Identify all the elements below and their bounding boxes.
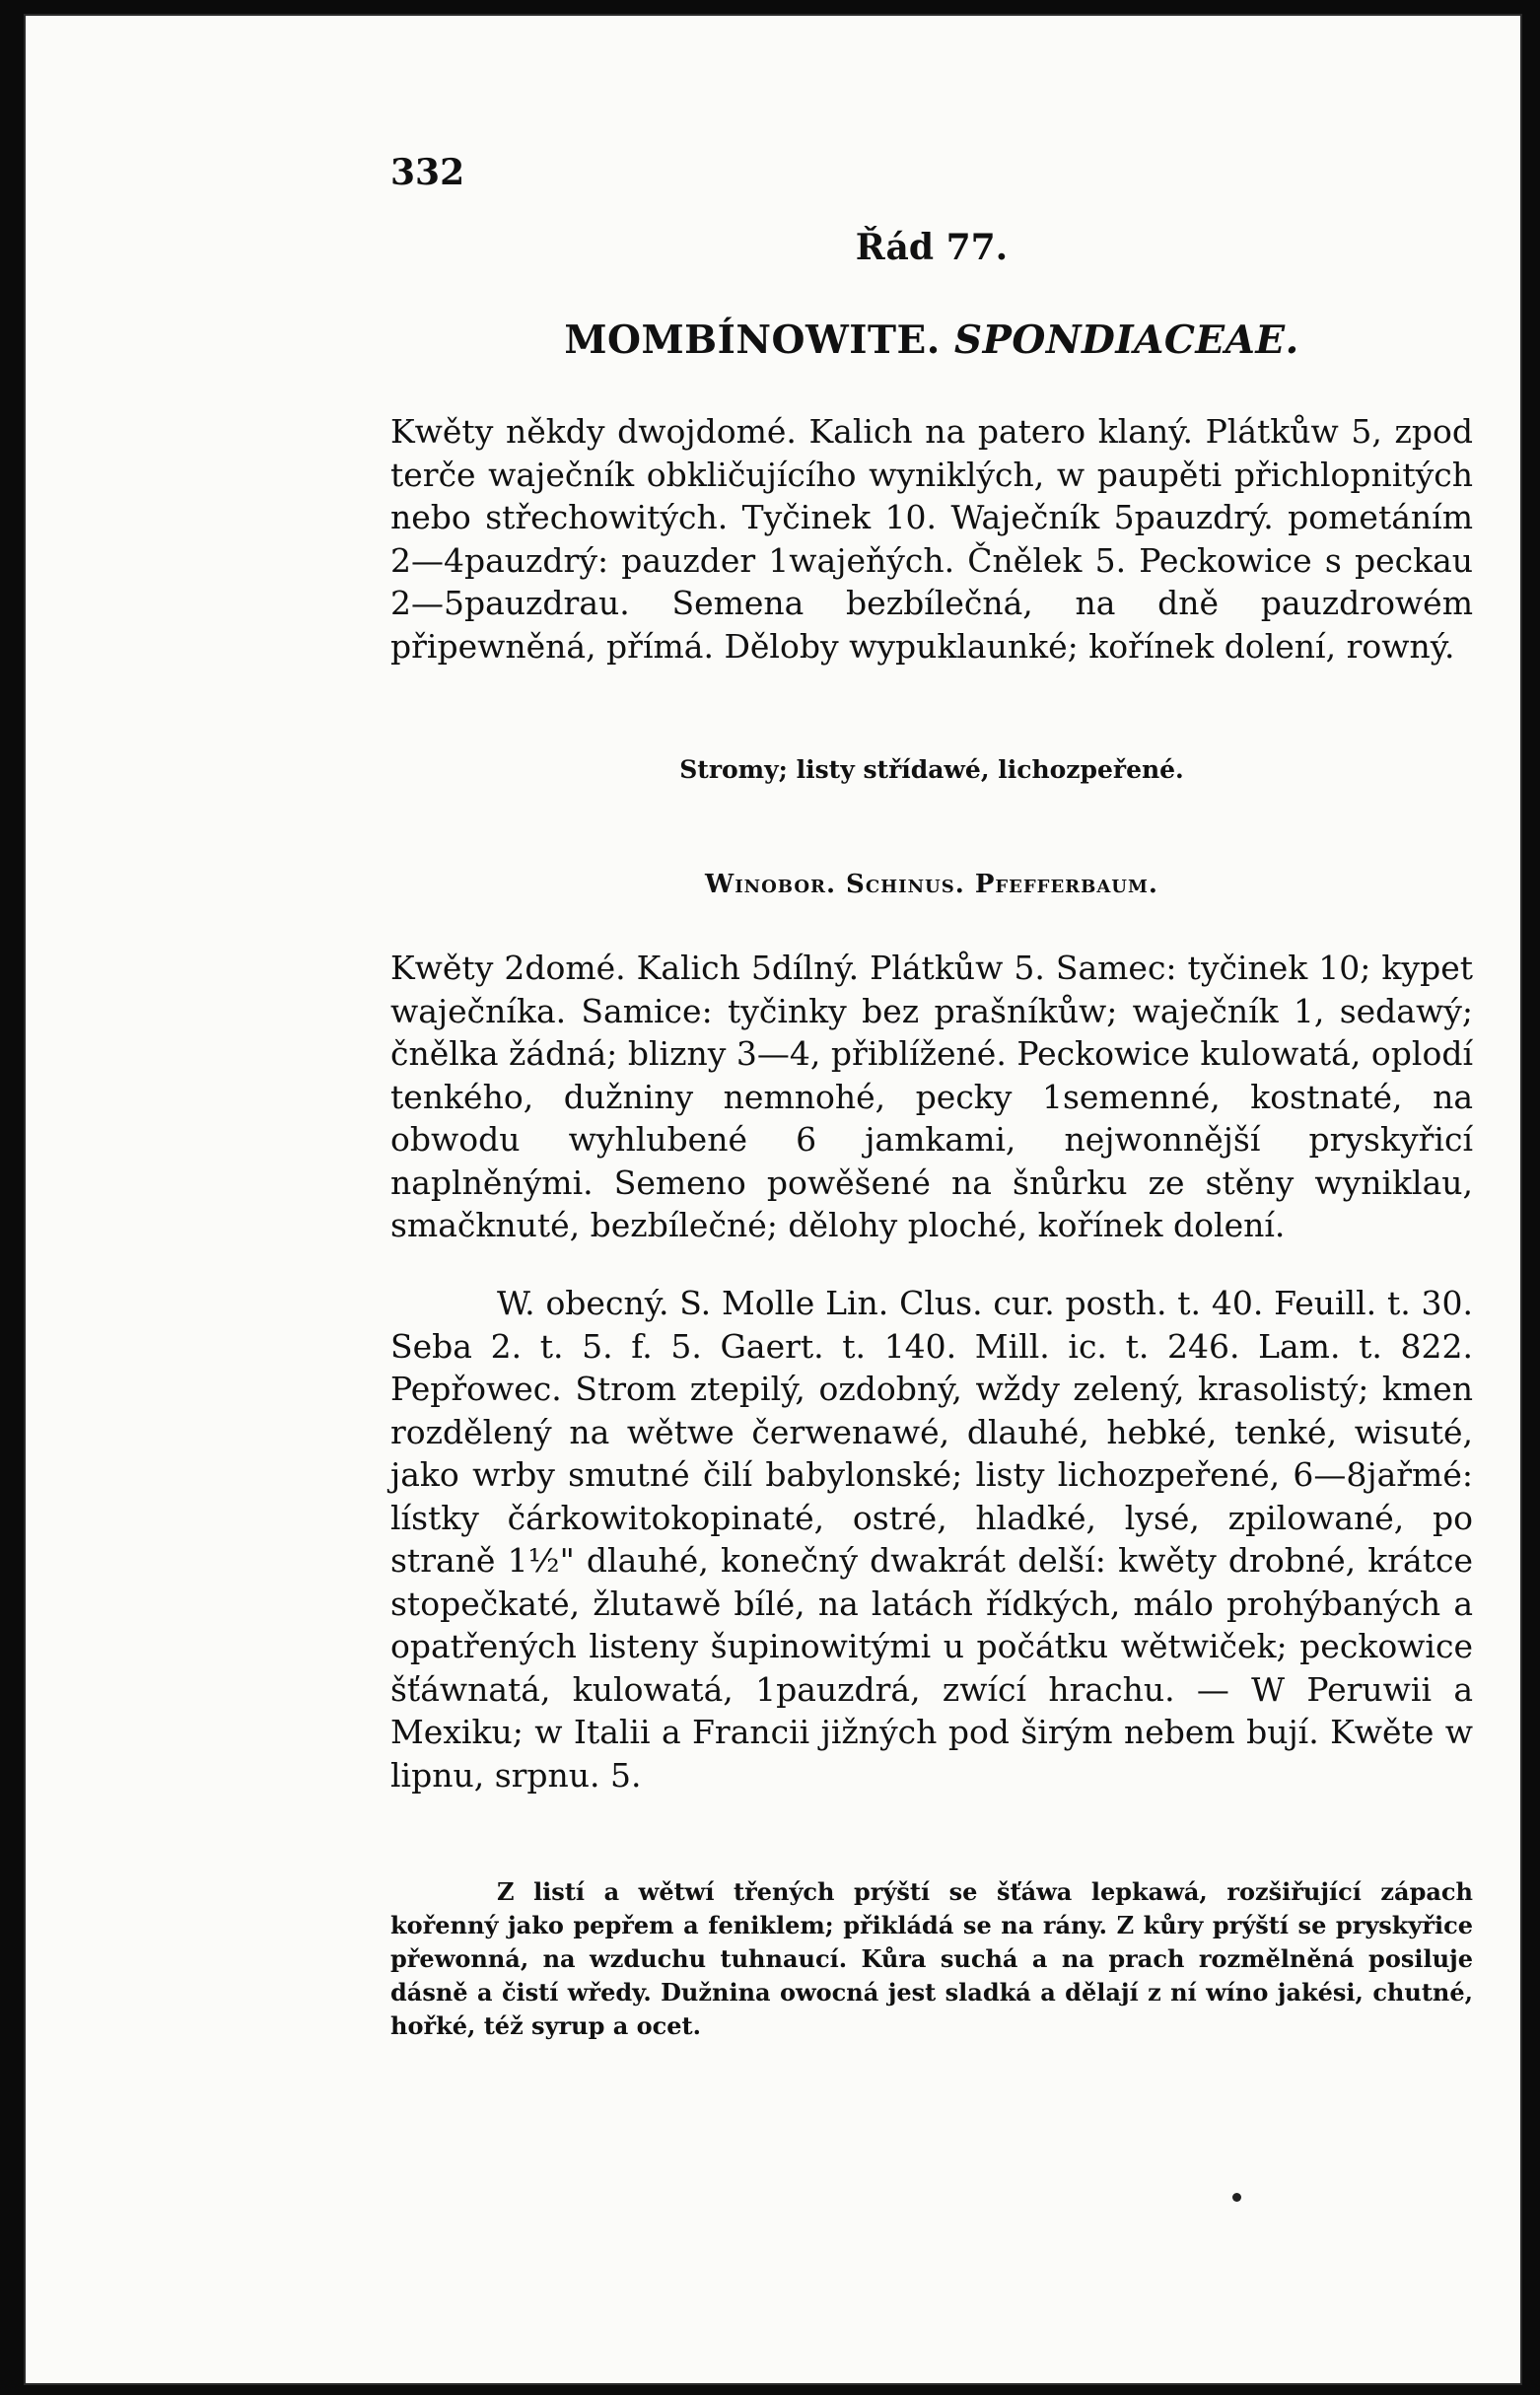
family-heading [390, 317, 1473, 363]
genus-description: Kwěty 2domé. Kalich 5dílný. Plátkůw 5. Samec: tyčinek 10; kypet waječníka. Samice: tyčinky bez prašníkůw; waječník 1, sedawý; čnělka žádná; blizny 3—4, přiblížené. Peckowice kulowatá, oplodí tenkého, dužniny nemnohé, pecky 1semenné, kostnaté, na obwodu wyhlubené 6 jamkami, nejwonnější pryskyřicí naplněnými. Semeno powěšené na šnůrku ze stěny wyniklau, smačknuté, bezbílečné; dělohy ploché, kořínek dolení. [390, 949, 1473, 1244]
species-description: W. obecný. S. Molle Lin. Clus. cur. posth. t. 40. Feuill. t. 30. Seba 2. t. 5. f. 5. Gaert. t. 140. Mill. ic. t. 246. Lam. t. 822. Pepřowec. Strom ztepilý, ozdobný, wždy zelený, krasolistý; kmen rozdělený na wětwe čerwenawé, dlauhé, hebké, tenké, wisuté, jako wrby smutné čilí babylonské; listy lichozpeřené, 6—8jařmé: lístky čárkowitokopinaté, ostré, hladké, lysé, zpilowané, po straně 1½" dlauhé, konečný dwakrát delší: kwěty drobné, krátce stopečkaté, žlutawě bílé, na latách řídkých, málo prohýbaných a opatřených listeny šupinowitými u počátku wětwiček; peckowice šťáwnatá, kulowatá, 1pauzdrá, zwící hrachu. — W Peruwii a Mexiku; w Italii a Francii jižných pod širým nebem bují. Kwěte w lipnu, srpnu. 5. [390, 1284, 1473, 1795]
family-name-czech: MOMBÍNOWITE. [564, 317, 941, 363]
family-name-latin: SPONDIACEAE. [953, 317, 1299, 363]
page-number: 332 [390, 152, 465, 193]
habit-line: Stromy; listy střídawé, lichozpeřené. [679, 755, 1184, 784]
ink-speck [1232, 2193, 1241, 2202]
book-page [24, 14, 1522, 2385]
usage-note: Z listí a wětwí třených prýští se šťáwa lepkawá, rozšiřující zápach kořenný jako pepřem a feniklem; přikládá se na rány. Z kůry prýští se pryskyřice přewonná, na wzduchu tuhnaucí. Kůra suchá a na prach rozmělněná posiluje dásně a čistí wředy. Dužnina owocná jest sladká a dělají z ní wíno jakési, chutné, hořké, též syrup a ocet. [390, 1877, 1473, 2040]
family-description: Kwěty někdy dwojdomé. Kalich na patero klaný. Plátkůw 5, zpod terče waječník obkličujícího wyniklých, w paupěti přichlopnitých nebo střechowitých. Tyčinek 10. Waječník 5pauzdrý. pometáním 2—4pauzdrý: pauzder 1wajeňých. Čnělek 5. Peckowice s peckau 2—5pauzdrau. Semena bezbílečná, na dně pauzdrowém připewněná, přímá. Děloby wypuklaunké; kořínek dolení, rowný. [390, 412, 1473, 666]
order-heading: Řád 77. [855, 227, 1009, 268]
genus-heading: Winobor. Schinus. Pfefferbaum. [705, 870, 1158, 899]
